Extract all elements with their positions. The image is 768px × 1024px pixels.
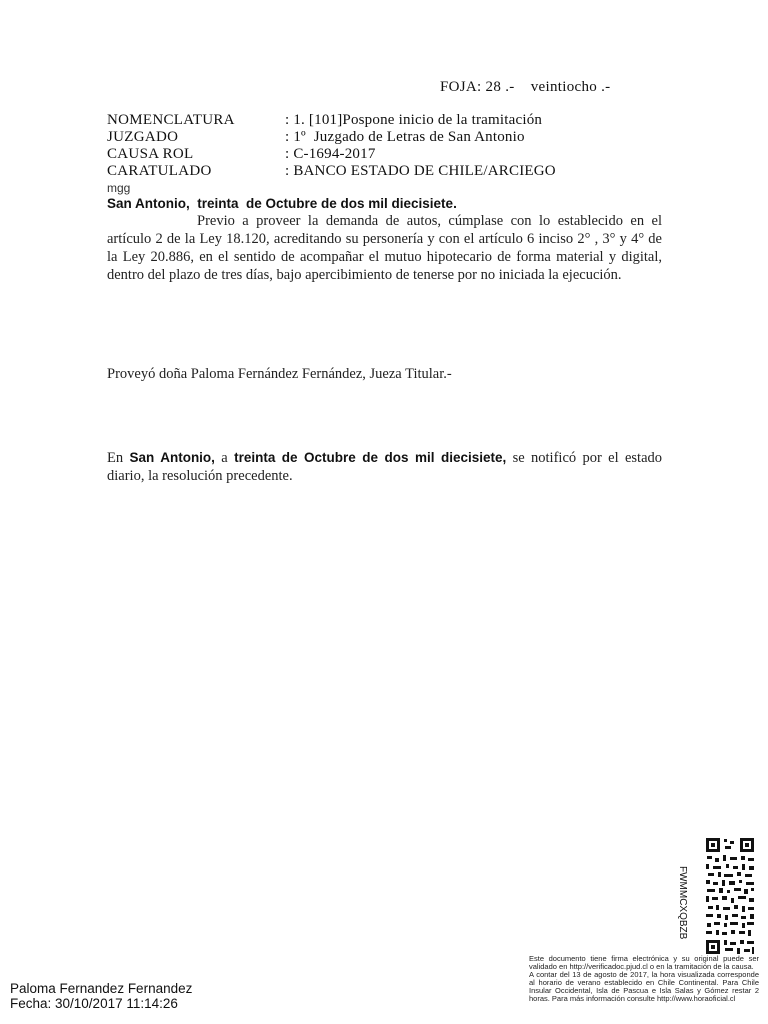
resolution-dateline: San Antonio, treinta de Octubre de dos mil diecisiete. [107, 196, 457, 211]
electronic-signature-notice [529, 955, 759, 1003]
clerk-initials: mgg [107, 181, 131, 195]
verification-code: FWMMCXQBZB [677, 866, 688, 940]
meta-row-juzgado [107, 129, 556, 146]
meta-key: JUZGADO [107, 129, 179, 145]
signer-name: Paloma Fernandez Fernandez [10, 981, 193, 996]
case-metadata [107, 112, 556, 180]
signer-date: Fecha: 30/10/2017 11:14:26 [10, 996, 178, 1011]
notification-place: San Antonio, [129, 450, 215, 465]
meta-key: CAUSA ROL [107, 146, 194, 162]
meta-key: NOMENCLATURA [107, 112, 235, 128]
meta-row-nomenclatura [107, 112, 556, 129]
fine-print-text: Este documento tiene firma electrónica y su original puede ser validado en http://verificadoc.pjud.cl o en la tramitación de la causa. A contar del 13 de agosto de 2017, la hora visualizada corresponde al horario de verano establecido en Chile Continental. Para Chile Insular Occidental, Isla de Pascua e Isla Salas y Gómez restar 2 horas. Para más información consulte http://www.horaoficial.cl [529, 954, 759, 1003]
resolution-body-text: Previo a proveer la demanda de autos, cúmplase con lo establecido en el artículo 2 de la Ley 18.120, acreditando su personería y con el artículo 6 inciso 2° , 3° y 4° de la Ley 20.886, en el sentido de acompañar el mutuo hipotecario de forma material y digital, dentro del plazo de tres días, bajo apercibimiento de tenerse por no iniciada la ejecución. [107, 213, 662, 283]
meta-key: CARATULADO [107, 163, 212, 179]
meta-value: : C-1694-2017 [285, 146, 376, 162]
meta-value: : BANCO ESTADO DE CHILE/ARCIEGO [285, 163, 556, 179]
meta-row-causa-rol [107, 146, 556, 163]
meta-value: : 1. [101]Pospone inicio de la tramitación [285, 112, 543, 128]
notification-text: a [214, 450, 235, 466]
judge-signature-line: Proveyó doña Paloma Fernández Fernández, Jueza Titular.- [107, 366, 452, 382]
meta-value: : 1º Juzgado de Letras de San Antonio [285, 129, 525, 145]
notification-text: se notificó por el estado diario, la resolución precedente. [107, 450, 663, 484]
signer-block [10, 981, 192, 1011]
notification-text: En [107, 450, 130, 466]
notification-date: treinta de Octubre de dos mil diecisiete, [234, 450, 507, 465]
verification-barcode-icon [704, 836, 756, 956]
meta-row-caratulado [107, 163, 556, 180]
notification-paragraph [107, 449, 662, 485]
resolution-body [107, 212, 662, 284]
foja-header: FOJA: 28 .- veintiocho .- [440, 79, 611, 95]
